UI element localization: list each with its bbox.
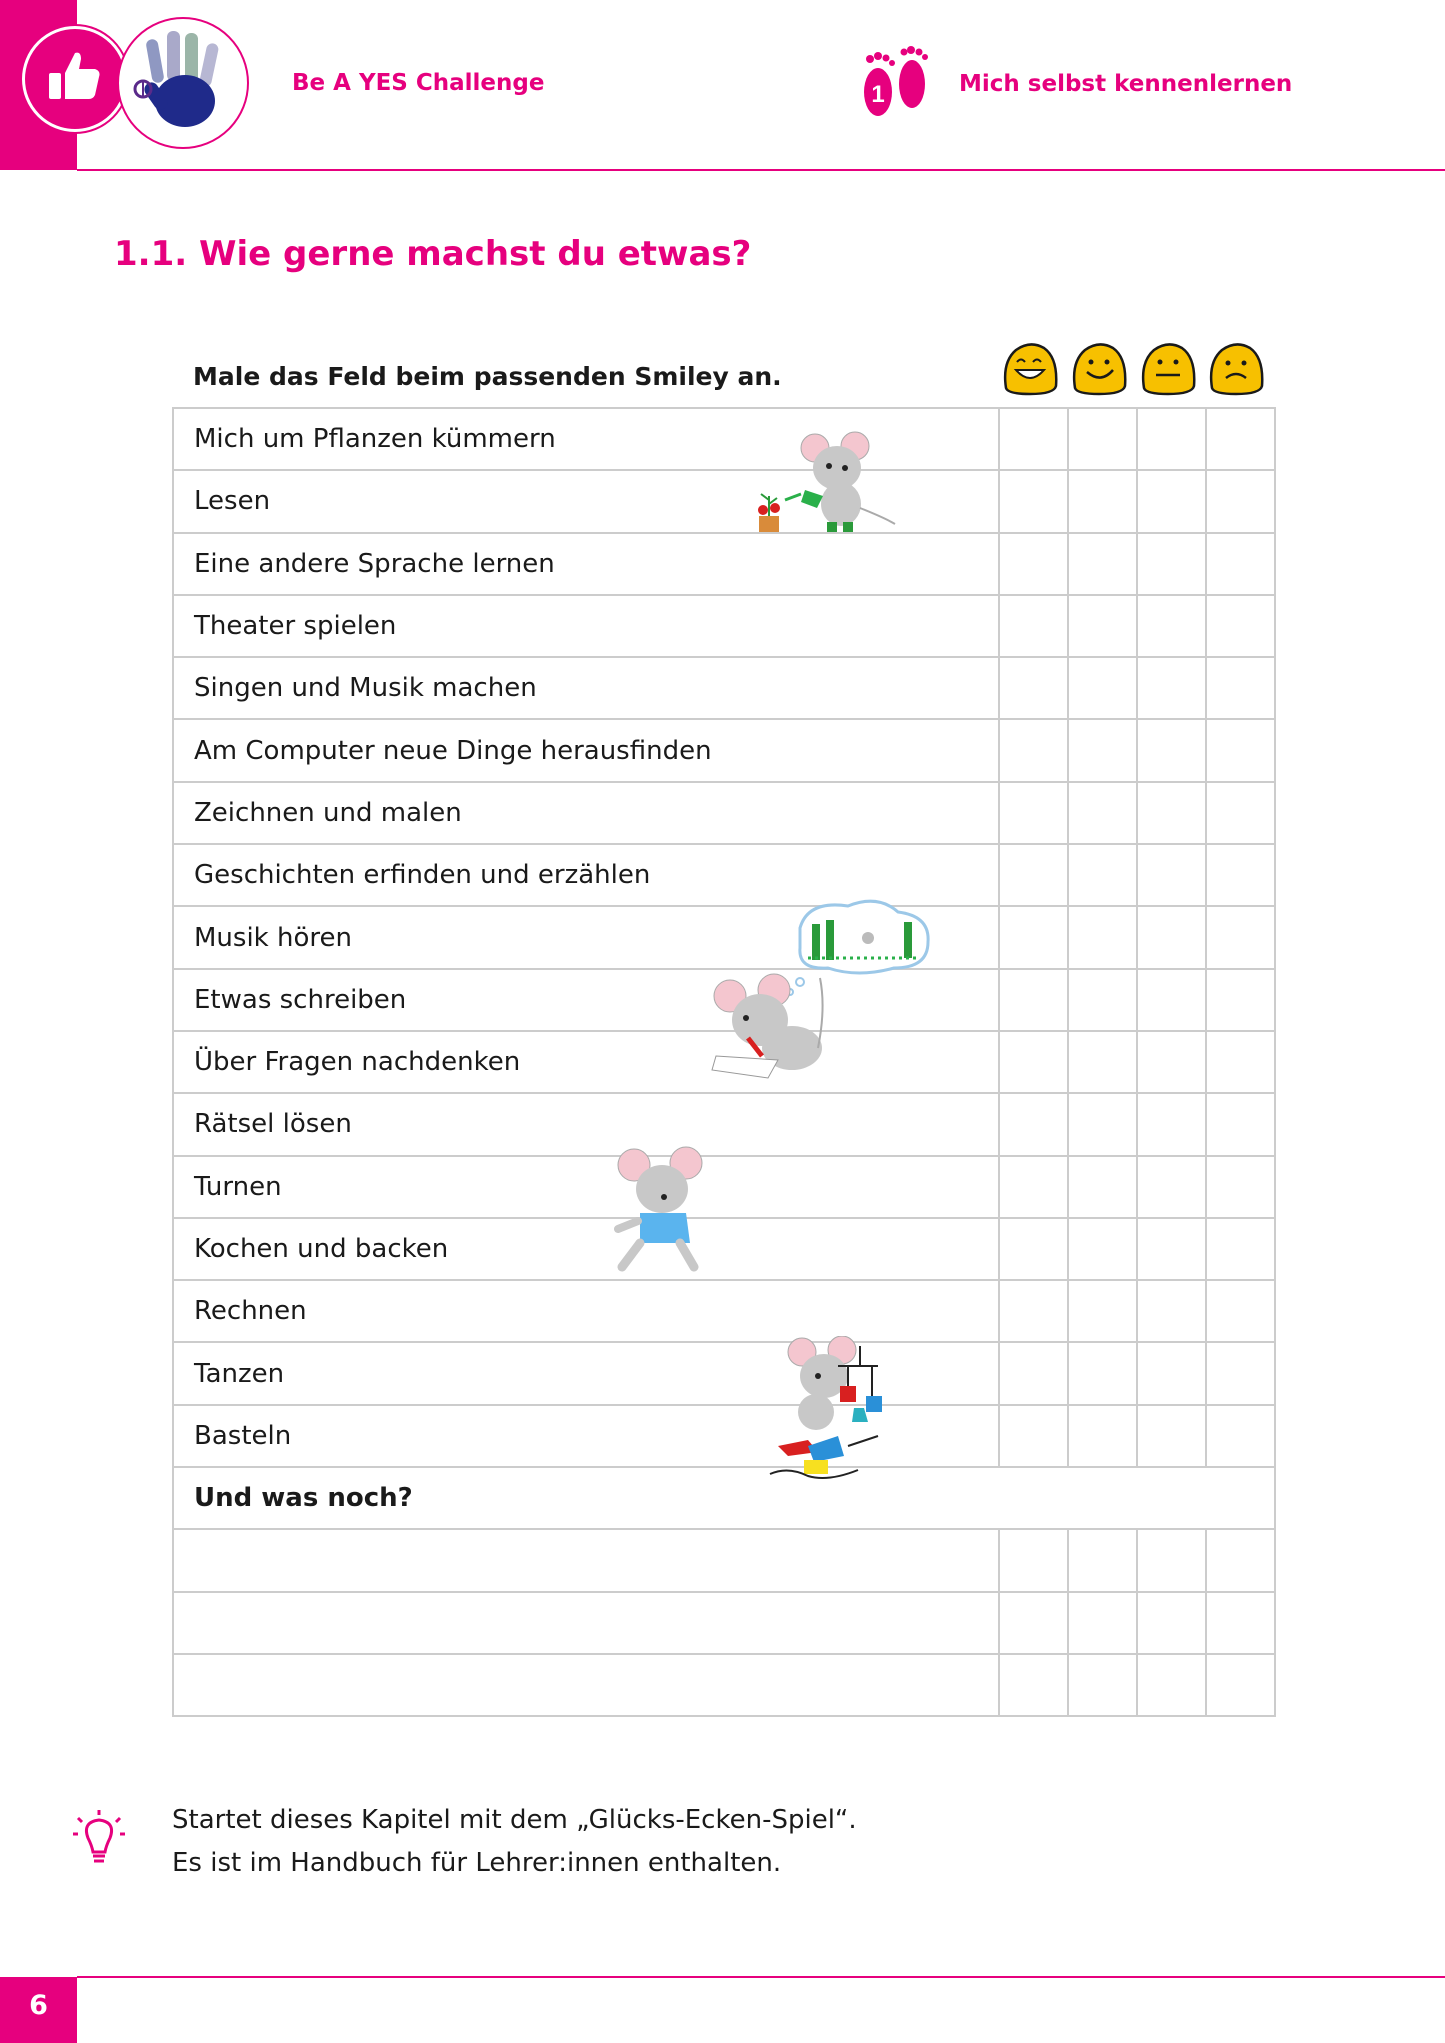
smiley-neutral-icon <box>1138 340 1198 402</box>
blank-activity-row <box>173 1529 1275 1591</box>
rating-cell-neutral[interactable] <box>1137 533 1206 595</box>
rating-cell-happy[interactable] <box>1068 595 1137 657</box>
rating-cell-happy[interactable] <box>1068 719 1137 781</box>
rating-cell-sad[interactable] <box>1206 782 1275 844</box>
rating-cell-sad[interactable] <box>1206 1031 1275 1093</box>
activity-label: Turnen <box>173 1156 999 1218</box>
rating-cell-happy[interactable] <box>1068 470 1137 532</box>
rating-cell-neutral[interactable] <box>1137 470 1206 532</box>
rating-cell-neutral[interactable] <box>1137 1280 1206 1342</box>
activity-label: Eine andere Sprache lernen <box>173 533 999 595</box>
rating-cell-happy[interactable] <box>1068 844 1137 906</box>
smiley-happy-icon <box>1069 340 1129 402</box>
rating-cell-sad[interactable] <box>1206 1529 1275 1591</box>
activity-row <box>173 1405 1275 1467</box>
rating-cell-very-happy[interactable] <box>999 1031 1068 1093</box>
rating-cell-sad[interactable] <box>1206 408 1275 470</box>
rating-cell-sad[interactable] <box>1206 844 1275 906</box>
rating-cell-sad[interactable] <box>1206 470 1275 532</box>
rating-cell-sad[interactable] <box>1206 906 1275 968</box>
rating-cell-very-happy[interactable] <box>999 1093 1068 1155</box>
blank-activity-row <box>173 1592 1275 1654</box>
rating-cell-happy[interactable] <box>1068 1529 1137 1591</box>
rating-cell-neutral[interactable] <box>1137 906 1206 968</box>
activity-row <box>173 657 1275 719</box>
rating-cell-happy[interactable] <box>1068 969 1137 1031</box>
activity-row <box>173 470 1275 532</box>
rating-cell-neutral[interactable] <box>1137 1405 1206 1467</box>
rating-cell-sad[interactable] <box>1206 1280 1275 1342</box>
rating-cell-neutral[interactable] <box>1137 1654 1206 1716</box>
activity-row <box>173 1156 1275 1218</box>
activity-row <box>173 1280 1275 1342</box>
activity-label: Am Computer neue Dinge herausfinden <box>173 719 999 781</box>
activity-label: Etwas schreiben <box>173 969 999 1031</box>
rating-cell-happy[interactable] <box>1068 1031 1137 1093</box>
hand-print-logo-icon <box>117 17 249 149</box>
activity-row <box>173 1342 1275 1404</box>
smiley-very-happy-icon <box>1000 340 1060 402</box>
activity-label <box>173 1654 999 1716</box>
activity-row <box>173 1218 1275 1280</box>
activity-label: Singen und Musik machen <box>173 657 999 719</box>
activity-label: Geschichten erfinden und erzählen <box>173 844 999 906</box>
activity-label: Kochen und backen <box>173 1218 999 1280</box>
rating-cell-neutral[interactable] <box>1137 657 1206 719</box>
activity-label: Basteln <box>173 1405 999 1467</box>
header-left-title: Be A YES Challenge <box>292 70 545 96</box>
tip-text <box>172 1799 857 1885</box>
rating-cell-very-happy[interactable] <box>999 408 1068 470</box>
rating-cell-neutral[interactable] <box>1137 1529 1206 1591</box>
rating-cell-happy[interactable] <box>1068 533 1137 595</box>
activity-label: Mich um Pflanzen kümmern <box>173 408 999 470</box>
rating-cell-happy[interactable] <box>1068 1405 1137 1467</box>
rating-cell-very-happy[interactable] <box>999 1654 1068 1716</box>
rating-cell-sad[interactable] <box>1206 1218 1275 1280</box>
rating-cell-neutral[interactable] <box>1137 969 1206 1031</box>
instruction-text: Male das Feld beim passenden Smiley an. <box>193 362 782 391</box>
rating-cell-very-happy[interactable] <box>999 844 1068 906</box>
rating-cell-very-happy[interactable] <box>999 969 1068 1031</box>
rating-cell-neutral[interactable] <box>1137 782 1206 844</box>
rating-cell-very-happy[interactable] <box>999 1156 1068 1218</box>
activity-row <box>173 719 1275 781</box>
activity-label <box>173 1529 999 1591</box>
rating-cell-happy[interactable] <box>1068 906 1137 968</box>
rating-cell-very-happy[interactable] <box>999 906 1068 968</box>
thumbs-up-logo-icon <box>22 26 128 132</box>
rating-cell-very-happy[interactable] <box>999 470 1068 532</box>
rating-cell-very-happy[interactable] <box>999 719 1068 781</box>
rating-cell-sad[interactable] <box>1206 533 1275 595</box>
smiley-sad-icon <box>1206 340 1266 402</box>
activity-label: Lesen <box>173 470 999 532</box>
rating-cell-happy[interactable] <box>1068 1093 1137 1155</box>
rating-cell-happy[interactable] <box>1068 1218 1137 1280</box>
rating-cell-very-happy[interactable] <box>999 1592 1068 1654</box>
chapter-number: 1 <box>871 81 885 108</box>
activity-label: Und was noch? <box>173 1467 1275 1529</box>
rating-cell-neutral[interactable] <box>1137 595 1206 657</box>
mouse-watering-plants-illustration <box>745 428 905 542</box>
activity-label: Über Fragen nachdenken <box>173 1031 999 1093</box>
mouse-writing-dreaming-illustration <box>708 898 938 1087</box>
rating-cell-neutral[interactable] <box>1137 1342 1206 1404</box>
rating-cell-happy[interactable] <box>1068 782 1137 844</box>
mouse-crafting-illustration <box>768 1336 908 1490</box>
rating-cell-neutral[interactable] <box>1137 844 1206 906</box>
rating-cell-neutral[interactable] <box>1137 719 1206 781</box>
rating-cell-sad[interactable] <box>1206 719 1275 781</box>
page-title: 1.1. Wie gerne machst du etwas? <box>114 234 752 274</box>
rating-cell-neutral[interactable] <box>1137 1093 1206 1155</box>
rating-cell-sad[interactable] <box>1206 1093 1275 1155</box>
rating-cell-very-happy[interactable] <box>999 533 1068 595</box>
rating-cell-sad[interactable] <box>1206 1342 1275 1404</box>
activity-label: Theater spielen <box>173 595 999 657</box>
rating-cell-happy[interactable] <box>1068 1280 1137 1342</box>
rating-cell-neutral[interactable] <box>1137 1031 1206 1093</box>
rating-cell-sad[interactable] <box>1206 1405 1275 1467</box>
rating-cell-very-happy[interactable] <box>999 1529 1068 1591</box>
rating-cell-neutral[interactable] <box>1137 1156 1206 1218</box>
activity-row <box>173 408 1275 470</box>
header-right-title: Mich selbst kennenlernen <box>959 71 1293 97</box>
extra-heading-row <box>173 1467 1275 1529</box>
blank-activity-row <box>173 1654 1275 1716</box>
rating-cell-very-happy[interactable] <box>999 657 1068 719</box>
rating-cell-happy[interactable] <box>1068 1156 1137 1218</box>
rating-cell-neutral[interactable] <box>1137 1592 1206 1654</box>
activity-label: Rechnen <box>173 1280 999 1342</box>
rating-cell-happy[interactable] <box>1068 657 1137 719</box>
rating-cell-sad[interactable] <box>1206 595 1275 657</box>
activity-label <box>173 1592 999 1654</box>
rating-cell-very-happy[interactable] <box>999 595 1068 657</box>
activity-row <box>173 533 1275 595</box>
lightbulb-icon <box>72 1808 126 1874</box>
rating-cell-neutral[interactable] <box>1137 408 1206 470</box>
rating-cell-neutral[interactable] <box>1137 1218 1206 1280</box>
rating-cell-happy[interactable] <box>1068 1592 1137 1654</box>
rating-cell-sad[interactable] <box>1206 1654 1275 1716</box>
activity-row <box>173 782 1275 844</box>
page-number: 6 <box>29 1990 48 2021</box>
activity-row <box>173 595 1275 657</box>
rating-cell-sad[interactable] <box>1206 969 1275 1031</box>
footprints-icon <box>848 46 938 126</box>
rating-cell-happy[interactable] <box>1068 1654 1137 1716</box>
activity-label: Rätsel lösen <box>173 1093 999 1155</box>
rating-cell-very-happy[interactable] <box>999 1342 1068 1404</box>
rating-cell-sad[interactable] <box>1206 657 1275 719</box>
rating-cell-very-happy[interactable] <box>999 1280 1068 1342</box>
mouse-running-illustration <box>610 1143 710 1277</box>
activity-label: Tanzen <box>173 1342 999 1404</box>
activity-row <box>173 1093 1275 1155</box>
rating-cell-very-happy[interactable] <box>999 782 1068 844</box>
rating-cell-sad[interactable] <box>1206 1592 1275 1654</box>
tip-line-1: Startet dieses Kapitel mit dem „Glücks-Ecken-Spiel“. <box>172 1805 857 1835</box>
rating-cell-sad[interactable] <box>1206 1156 1275 1218</box>
footer-divider <box>77 1976 1445 1978</box>
rating-cell-happy[interactable] <box>1068 1342 1137 1404</box>
header-divider <box>77 169 1445 171</box>
rating-cell-very-happy[interactable] <box>999 1405 1068 1467</box>
tip-line-2: Es ist im Handbuch für Lehrer:innen enthalten. <box>172 1848 782 1878</box>
activity-label: Musik hören <box>173 906 999 968</box>
rating-cell-happy[interactable] <box>1068 408 1137 470</box>
activity-label: Zeichnen und malen <box>173 782 999 844</box>
rating-cell-very-happy[interactable] <box>999 1218 1068 1280</box>
